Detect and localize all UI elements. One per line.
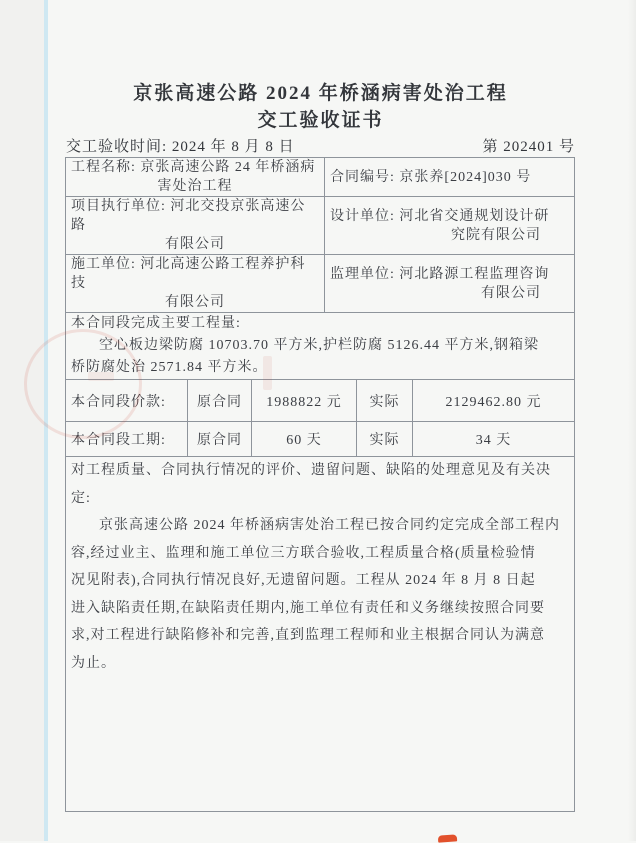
evaluation-cell [66,457,575,812]
project-name-cell [66,158,325,197]
quantities-heading: 本合同段完成主要工程量: [71,316,241,331]
evaluation-line7: 为止。 [71,655,116,671]
title-block [66,80,575,134]
price-actual-label-cell: 实际 [357,380,413,422]
contractor-cell [66,255,325,313]
document-number: 第 202401 号 [482,139,575,155]
price-orig-value-cell: 1988822 元 [252,380,357,422]
executor-cell [66,197,325,255]
certificate-subtitle: 交工验收证书 [257,110,384,131]
duration-orig-label-cell: 原合同 [188,422,252,457]
executor-line1: 项目执行单位: 河北交投京张高速公路 [71,199,306,233]
price-actual-value-cell: 2129462.80 元 [413,380,575,422]
price-row [66,380,575,422]
acceptance-time: 交工验收时间: 2024 年 8 月 8 日 [66,139,295,155]
duration-orig-value-cell: 60 天 [252,422,357,457]
quantities-line3: 桥防腐处治 2571.84 平方米。 [71,360,268,375]
price-label-cell: 本合同段价款: [66,380,188,422]
evaluation-heading: 对工程质量、合同执行情况的评价、遗留问题、缺陷的处理意见及有关决定: [71,463,551,506]
binder-line [44,0,48,841]
contract-number: 合同编号: 京张养[2024]030 号 [330,169,532,185]
meta-row [66,135,575,156]
page-edge-shadow [628,0,636,841]
scan-margin-strip [0,0,44,841]
page-title: 京张高速公路 2024 年桥涵病害处治工程 [133,83,508,104]
evaluation-line5: 进入缺陷责任期,在缺陷责任期内,施工单位有责任和义务继续按照合同要 [71,600,545,616]
evaluation-line6: 求,对工程进行缺陷修补和完善,直到监理工程师和业主根据合同认为满意 [71,628,545,643]
supervisor-line1: 监理单位: 河北路源工程监理咨询 [330,266,550,282]
designer-line1: 设计单位: 河北省交通规划设计研 [330,208,550,224]
contractor-line1: 施工单位: 河北高速公路工程养护科技 [71,257,306,291]
designer-line2: 究院有限公司 [451,227,542,243]
contract-number-cell [325,158,575,197]
contractor-line2: 有限公司 [165,295,225,310]
red-seal-edge-mark [438,834,457,842]
executor-line2: 有限公司 [165,237,225,252]
evaluation-line4: 况见附表),合同执行情况良好,无遗留问题。工程从 2024 年 8 月 8 日起 [71,573,536,588]
duration-actual-label-cell: 实际 [357,422,413,457]
evaluation-line2: 京张高速公路 2024 年桥涵病害处治工程已按合同约定完成全部工程内 [99,518,560,533]
supervisor-line2: 有限公司 [481,285,542,301]
quantities-line2: 空心板边梁防腐 10703.70 平方米,护栏防腐 5126.44 平方米,钢箱梁 [99,338,539,353]
designer-cell [325,197,575,255]
duration-row [66,422,575,457]
project-name-line2: 害处治工程 [157,179,233,194]
quantities-cell [66,313,575,380]
acceptance-table [65,157,575,812]
evaluation-line3: 容,经过业主、监理和施工单位三方联合验收,工程质量合格(质量检验情 [71,545,536,561]
duration-label-cell: 本合同段工期: [66,422,188,457]
project-name-line1: 工程名称: 京张高速公路 24 年桥涵病 [71,160,316,175]
price-orig-label-cell: 原合同 [188,380,252,422]
supervisor-cell [325,255,575,313]
duration-actual-value-cell: 34 天 [413,422,575,457]
